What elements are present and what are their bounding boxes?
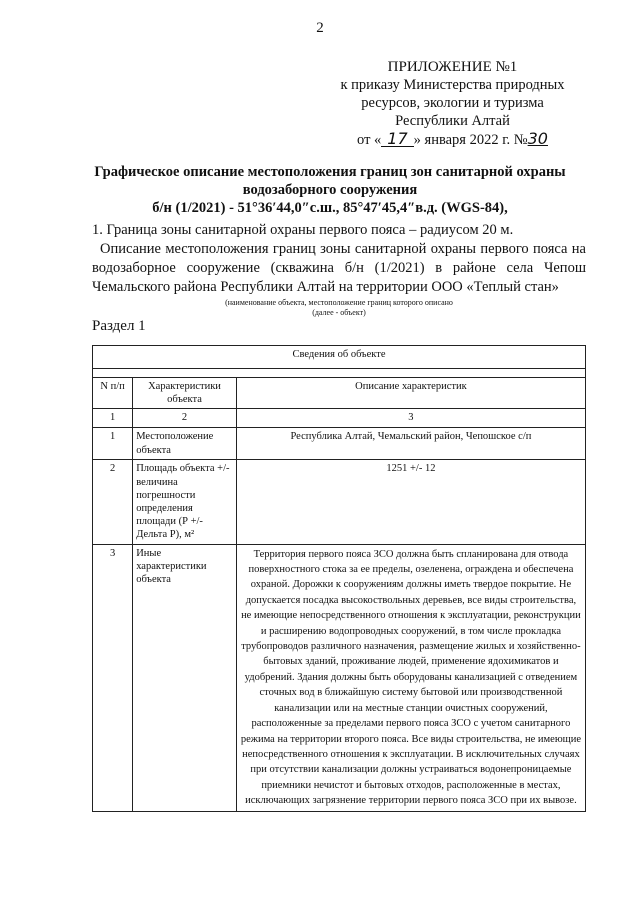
header-description: Описание характеристик — [236, 378, 585, 409]
table-row — [93, 460, 586, 544]
description-line-1: Описание местоположения границ зоны санитарной охраны первого пояса на — [100, 241, 586, 257]
row-number: 2 — [93, 460, 133, 544]
section-title: Раздел 1 — [92, 318, 146, 334]
table-spacer — [93, 369, 586, 378]
handwritten-day: 17 — [381, 132, 413, 147]
row-number: 3 — [93, 544, 133, 811]
appendix-block — [330, 58, 575, 149]
table-caption: Сведения об объекте — [93, 346, 586, 369]
caption-line-1: (наименование объекта, местоположение границ которого описано — [225, 298, 453, 307]
title-line-3: б/н (1/2021) - 51°36′44,0″с.ш., 85°47′45,4″в.д. (WGS-84), — [152, 200, 508, 216]
title-line-2: водозаборного сооружения — [242, 182, 418, 198]
date-prefix: от « — [357, 132, 382, 148]
object-info-table — [92, 345, 586, 812]
description-line-3: Чемальского района Республики Алтай на территории ООО «Теплый стан» — [92, 279, 559, 295]
page-number: 2 — [316, 20, 324, 36]
header-characteristic: Характеристики объекта — [133, 378, 237, 409]
appendix-date-line — [330, 130, 575, 149]
handwritten-number: 30 — [527, 129, 548, 148]
caption-line-2: (далее - объект) — [312, 308, 366, 317]
paragraph-1: 1. Граница зоны санитарной охраны первого пояса – радиусом 20 м. — [92, 222, 514, 238]
appendix-line-1: к приказу Министерства природных — [340, 77, 565, 93]
header-number: N п/п — [93, 378, 133, 409]
row-characteristic: Площадь объекта +/- величина погрешности определения площади (Р +/- Дельта Р), м² — [133, 460, 237, 544]
column-number-2: 2 — [133, 409, 237, 428]
title-line-1: Графическое описание местоположения границ зон санитарной охраны — [94, 164, 566, 180]
description-block — [92, 240, 586, 297]
table-row — [93, 428, 586, 460]
appendix-line-2: ресурсов, экологии и туризма — [361, 95, 544, 111]
appendix-title: ПРИЛОЖЕНИЕ №1 — [387, 59, 518, 75]
row-value: 1251 +/- 12 — [236, 460, 585, 544]
table-row — [93, 544, 586, 811]
row-value: Территория первого пояса ЗСО должна быть спланирована для отвода поверхностного стока за ее пределы, озеленена, ограждена и обеспечена охраной. Дорожки к сооружениям должны иметь твердое покрытие. Не допускается посадка высокоствольных деревьев, все виды строительства, не имеющие непосредственного отношения к эксплуатации, реконструкции и расширению водопроводных сооружений, в том числе прокладка трубопроводов различного назначения, размещение жилых и хозяйственно-бытовых зданий, проживание людей, применение ядохимикатов и удобрений. Здания должны быть оборудованы канализацией с отведением сточных вод в ближайшую систему бытовой или производственной канализации или на местные станции очистных сооружений, расположенные за пределами первого пояса ЗСО с учетом санитарного режима на территории второго пояса. Все виды строительства, не имеющие непосредственного отношения к эксплуатации. В исключительных случаях при отсутствии канализации должны устраиваться водонепроницаемые приемники нечистот и бытовых отходов, расположенные в местах, исключающих загрязнение территории первого пояса ЗСО при их вывозе. — [236, 544, 585, 811]
row-characteristic: Иные характеристики объекта — [133, 544, 237, 811]
column-number-3: 3 — [236, 409, 585, 428]
row-number: 1 — [93, 428, 133, 460]
row-characteristic: Местоположение объекта — [133, 428, 237, 460]
appendix-line-3: Республики Алтай — [395, 113, 510, 129]
document-title — [80, 163, 580, 217]
description-line-2: водозаборное сооружение (скважина б/н (1/2021) в районе села Чепош — [92, 260, 586, 276]
column-number-1: 1 — [93, 409, 133, 428]
description-caption — [92, 298, 586, 318]
date-middle: » января 2022 г. № — [413, 132, 528, 148]
row-value: Республика Алтай, Чемальский район, Чепошское с/п — [236, 428, 585, 460]
